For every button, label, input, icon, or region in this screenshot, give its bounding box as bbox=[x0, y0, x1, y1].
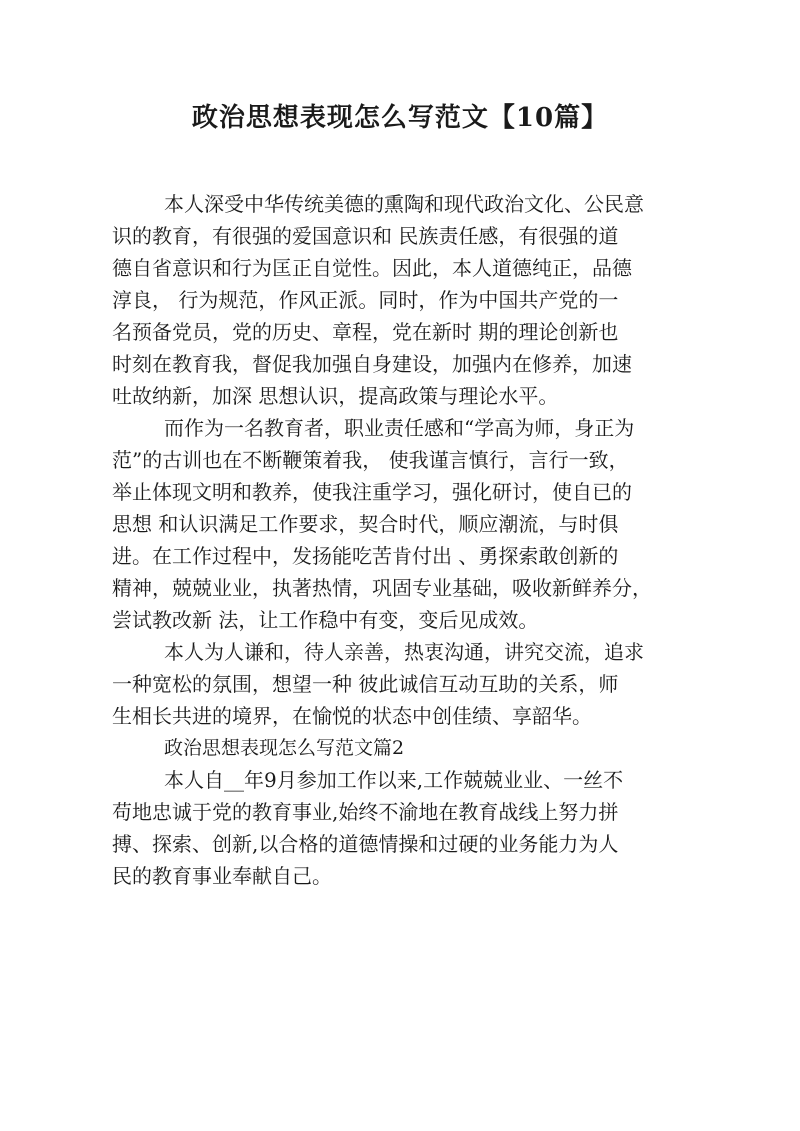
paragraph-line: 本人自__年9月参加工作以来,工作兢兢业业、一丝不 bbox=[164, 768, 624, 792]
paragraph-line: 一种宽松的氛围，想望一种 彼此诚信互动互助的关系，师 bbox=[112, 672, 619, 696]
paragraph-line: 德自省意识和行为匡正自觉性。因此，本人道德纯正，品德 bbox=[112, 256, 632, 280]
paragraph-1 bbox=[112, 188, 692, 412]
paragraph-line: 搏、探索、创新,以合格的道德情操和过硬的业务能力为人 bbox=[112, 832, 619, 856]
paragraph-line: 民的教育事业奉献自己。 bbox=[112, 864, 332, 888]
paragraph-line: 范”的古训也在不断鞭策着我， 使我谨言慎行，言行一致， bbox=[112, 448, 629, 472]
paragraph-4 bbox=[112, 764, 692, 892]
paragraph-line: 本人深受中华传统美德的熏陶和现代政治文化、公民意 bbox=[164, 192, 644, 216]
section-heading: 政治思想表现怎么写范文篇2 bbox=[164, 737, 405, 759]
paragraph-line: 而作为一名教育者，职业责任感和“学高为师，身正为 bbox=[164, 416, 635, 440]
paragraph-line: 时刻在教育我，督促我加强自身建设，加强内在修养，加速 bbox=[112, 352, 632, 376]
paragraph-line: 识的教育，有很强的爱国意识和 民族责任感，有很强的道 bbox=[112, 224, 619, 248]
paragraph-line: 进。在工作过程中，发扬能吃苦肯付出 、勇探索敢创新的 bbox=[112, 544, 619, 568]
paragraph-line: 举止体现文明和教养，使我注重学习，强化研讨，使自已的 bbox=[112, 480, 632, 504]
paragraph-line: 本人为人谦和，待人亲善，热衷沟通，讲究交流，追求 bbox=[164, 640, 644, 664]
paragraph-line: 吐故纳新，加深 思想认识，提高政策与理论水平。 bbox=[112, 384, 559, 408]
paragraph-2 bbox=[112, 412, 692, 636]
paragraph-line: 精神，兢兢业业，执著热情，巩固专业基础，吸收新鲜养分， bbox=[112, 576, 652, 600]
paragraph-line: 思想 和认识满足工作要求，契合时代，顺应潮流，与时俱 bbox=[112, 512, 619, 536]
paragraph-line: 苟地忠诚于党的教育事业,始终不渝地在教育战线上努力拼 bbox=[112, 800, 619, 824]
document-title: 政治思想表现怎么写范文【10篇】 bbox=[191, 103, 609, 133]
paragraph-line: 名预备党员，党的历史、章程，党在新时 期的理论创新也 bbox=[112, 320, 619, 344]
paragraph-3 bbox=[112, 636, 692, 732]
document-body bbox=[112, 188, 692, 892]
paragraph-line: 尝试教改新 法，让工作稳中有变，变后见成效。 bbox=[112, 608, 539, 632]
paragraph-line: 淳良， 行为规范，作风正派。同时，作为中国共产党的一 bbox=[112, 288, 619, 312]
paragraph-line: 生相长共进的境界，在愉悦的状态中创佳绩、享韶华。 bbox=[112, 704, 592, 728]
